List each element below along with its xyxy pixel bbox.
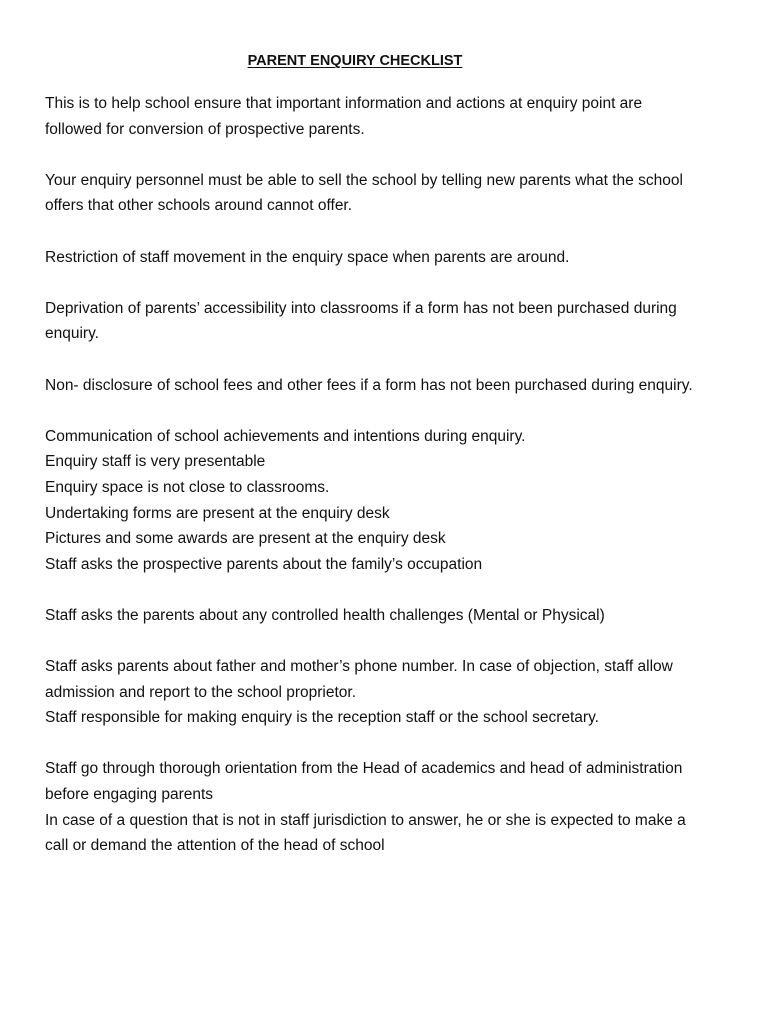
body-line: followed for conversion of prospective parents. [45, 120, 365, 138]
body-line: This is to help school ensure that important information and actions at enquiry point are [45, 95, 643, 112]
paragraph-gap [45, 577, 735, 603]
body-line: Staff asks the prospective parents about the family’s occupation [45, 555, 483, 573]
paragraph-gap [45, 731, 735, 757]
body-line: Staff responsible for making enquiry is the reception staff or the school secretary. [45, 709, 599, 727]
body-line: enquiry. [45, 325, 99, 343]
body-line: Deprivation of parents’ accessibility into classrooms if a form has not been purchased during [45, 299, 677, 317]
body-line: before engaging parents [45, 786, 214, 804]
paragraph-gap [45, 270, 735, 296]
paragraph-gap [45, 142, 735, 168]
body-line: Enquiry staff is very presentable [45, 453, 266, 471]
body-line: Staff asks the parents about any controlled health challenges (Mental or Physical) [45, 606, 605, 624]
paragraph-gap [45, 347, 735, 373]
body-line: Communication of school achievements and intentions during enquiry. [45, 427, 526, 445]
body-line: Staff go through thorough orientation from the Head of academics and head of administration [45, 760, 683, 778]
body-line: offers that other schools around cannot offer. [45, 197, 353, 215]
body-line: Your enquiry personnel must be able to sell the school by telling new parents what the school [45, 171, 683, 189]
paragraph-gap [45, 219, 735, 245]
body-line: Pictures and some awards are present at the enquiry desk [45, 530, 446, 548]
body-line: Staff asks parents about father and mother’s phone number. In case of objection, staff allow [45, 658, 673, 676]
paragraph-gap [45, 398, 735, 424]
paragraph-gap [45, 628, 735, 654]
body-line: call or demand the attention of the head of school [45, 837, 385, 855]
body-line: admission and report to the school proprietor. [45, 683, 357, 701]
document-body [45, 91, 735, 859]
body-line: Undertaking forms are present at the enquiry desk [45, 504, 390, 522]
body-line: Enquiry space is not close to classrooms. [45, 478, 330, 496]
body-line: Restriction of staff movement in the enquiry space when parents are around. [45, 248, 570, 266]
body-line: Non- disclosure of school fees and other fees if a form has not been purchased during enquiry. [45, 376, 693, 394]
body-line: In case of a question that is not in staff jurisdiction to answer, he or she is expected to make a [45, 811, 686, 829]
document-title: PARENT ENQUIRY CHECKLIST [247, 53, 463, 69]
